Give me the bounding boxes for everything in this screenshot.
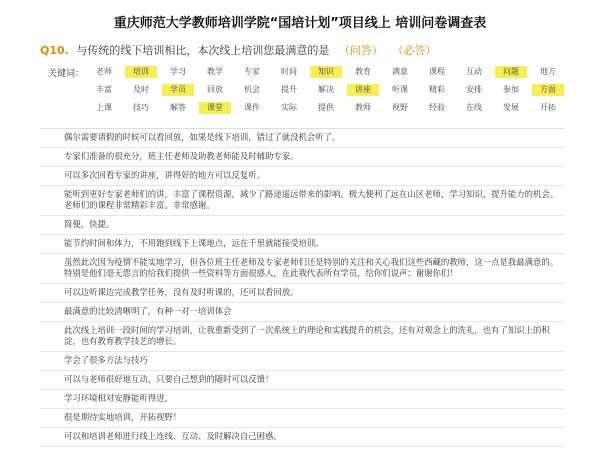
answer-item: 可以多次回看专家的讲座，讲得好的地方可以反复听。 (40, 167, 565, 186)
question-number: Q10. (40, 44, 69, 57)
keyword-chip[interactable]: 提供 (318, 103, 334, 112)
answer-item: 能听到更好专家老师们的讲，丰富了课程资源，减少了路途遥远带来的影响。极大便利了远在山区老师，学习知识，提升能力的机会。老师们的课程非常精彩丰富。非常感谢。 (40, 186, 565, 216)
answer-item: 学习环境相对安静能听得进， (40, 390, 565, 409)
keyword-chip[interactable]: 解决 (318, 85, 334, 94)
keyword-chip[interactable]: 发展 (503, 103, 519, 112)
answer-item: 可以和培训老师进行线上连线、互动、及时解决自己困惑。 (40, 428, 565, 447)
keyword-chip[interactable]: 上课 (96, 103, 112, 112)
keyword-row (88, 102, 569, 116)
keyword-chip[interactable]: 实际 (281, 103, 297, 112)
keyword-chip[interactable]: 学员 (162, 84, 194, 96)
keyword-rows (88, 66, 569, 120)
keyword-chip[interactable]: 知识 (310, 66, 342, 78)
answer-item: 能节约时间和体力，不用跑到线下上课地点，远在千里就能接受培训。 (40, 235, 565, 254)
question-header (40, 42, 436, 58)
keyword-chip[interactable]: 安排 (466, 85, 482, 94)
required-badge: （必答） (392, 44, 437, 57)
keyword-chip[interactable]: 视野 (392, 103, 408, 112)
keyword-chip[interactable]: 时间 (281, 67, 297, 76)
keyword-chip[interactable]: 课件 (244, 103, 260, 112)
keyword-chip[interactable]: 开拓 (540, 103, 556, 112)
keyword-chip[interactable]: 教师 (355, 103, 371, 112)
keyword-chip[interactable]: 方面 (532, 84, 564, 96)
keyword-chip[interactable]: 及时 (133, 85, 149, 94)
keyword-chip[interactable]: 丰富 (96, 85, 112, 94)
keyword-chip[interactable]: 互动 (466, 67, 482, 76)
keyword-chip[interactable]: 讲座 (347, 84, 379, 96)
answer-item: 很是期待实地培训，开拓视野！ (40, 409, 565, 428)
keyword-chip[interactable]: 技巧 (133, 103, 149, 112)
keyword-chip[interactable]: 课堂 (199, 102, 231, 114)
answer-item: 可以与老师很好地互动，只要自己想到的随时可以反馈！ (40, 371, 565, 390)
keyword-chip[interactable]: 学习 (170, 67, 186, 76)
keyword-chip[interactable]: 老师 (96, 67, 112, 76)
answer-item: 可以边听课边完成教学任务，没有及时听课的，还可以看回放。 (40, 284, 565, 303)
keyword-chip[interactable]: 地方 (540, 67, 556, 76)
answer-list (40, 128, 565, 451)
answer-item: 虽然此次因为疫情不能实地学习，但各位班主任老师及专家老师们还是特别的关注和关心我们这些西藏的教师，这一点是我最满意的。特别是他们毫无怨言的给我们提供一些资料等方面很感人，在此我代表所有学员，给你们说声：谢谢你们！ (40, 254, 565, 284)
keyword-chip[interactable]: 教育 (355, 67, 371, 76)
answer-item: 此次线上培训一段时间的学习培训，让我重新受到了一次系统上的理论和实践提升的机会，还有对观念上的洗礼，也有了知识上的积淀，也有教育教学技艺的增长。 (40, 322, 565, 352)
keyword-chip[interactable]: 回放 (207, 85, 223, 94)
keyword-chip[interactable]: 教学 (207, 67, 223, 76)
keyword-chip[interactable]: 在线 (466, 103, 482, 112)
keyword-chip[interactable]: 精彩 (429, 85, 445, 94)
keyword-chip[interactable]: 听课 (392, 85, 408, 94)
keyword-chip[interactable]: 培训 (125, 66, 157, 78)
keyword-row (88, 84, 569, 98)
keyword-chip[interactable]: 解答 (170, 103, 186, 112)
answer-item: 最满意的比较清晰明了，有种一对一培训体会 (40, 303, 565, 322)
question-type-badge: （问答） (338, 44, 383, 57)
keyword-chip[interactable]: 满意 (392, 67, 408, 76)
keyword-row (88, 66, 569, 80)
keyword-chip[interactable]: 专家 (244, 67, 260, 76)
keyword-chip[interactable]: 参加 (503, 85, 519, 94)
keyword-chip[interactable]: 问题 (495, 66, 527, 78)
answer-item: 偶尔需要请假的时候可以看回放，如果是线下培训，错过了就没机会听了。 (40, 129, 565, 148)
keyword-chip[interactable]: 提升 (281, 85, 297, 94)
answer-item: 学会了很多方法与技巧 (40, 352, 565, 371)
answer-item: 专家们准备的很充分，班主任老师及助教老师能及时辅助专家。 (40, 148, 565, 167)
answer-item: 简便，快捷。 (40, 216, 565, 235)
keyword-chip[interactable]: 机会 (244, 85, 260, 94)
question-text: 与传统的线下培训相比，本次线上培训您最满意的是 (76, 44, 330, 57)
keyword-chip[interactable]: 课程 (429, 67, 445, 76)
page-title: 重庆师范大学教师培训学院“国培计划”项目线上 培训问卷调查表 (113, 16, 487, 31)
keyword-label: 关键词： (48, 69, 85, 79)
keyword-chip[interactable]: 经验 (429, 103, 445, 112)
